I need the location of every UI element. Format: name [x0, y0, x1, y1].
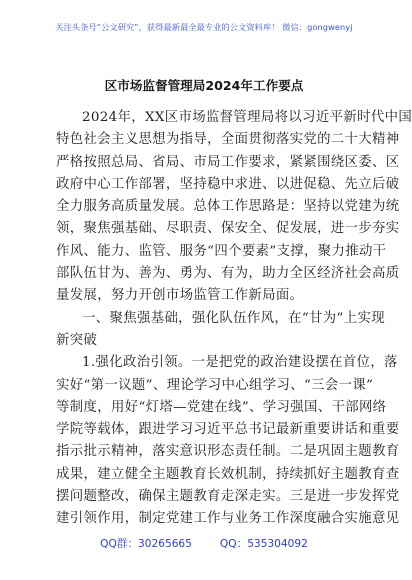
body-line: 政府中心工作部署，坚持稳中求进、以进促稳、先立后破 — [56, 176, 400, 192]
body-line: 1.强化政治引领。一是把党的政治建设摆在首位，落 — [82, 355, 398, 371]
footer-contact — [0, 536, 408, 551]
document-title: 区市场监督管理局2024年工作要点 — [104, 78, 304, 93]
footer-qq-number: QQ：535304092 — [219, 538, 308, 550]
body-line: 严格按照总局、省局、市局工作要求，紧紧围绕区委、区 — [56, 154, 400, 170]
body-line: 作风、能力、监管、服务“四个要素”支撑，聚力推动干 — [56, 243, 387, 259]
body-line: 量发展，努力开创市场监管工作新局面。 — [56, 288, 304, 304]
body-line: 领，聚焦强基础、尽职责、保安全、促发展，进一步夯实 — [56, 221, 400, 237]
body-line: 新突破 — [56, 332, 98, 348]
body-line: 特色社会主义思想为指导，全面贯彻落实党的二十大精神 — [56, 132, 400, 148]
body-line: 等制度，用好“灯塔—党建在线”、学习强国、干部网络 — [56, 399, 387, 415]
body-line: 2024年，XX区市场监督管理局将以习近平新时代中国 — [82, 110, 412, 125]
body-line: 部队伍甘为、善为、勇为、有为，助力全区经济社会高质 — [56, 266, 400, 282]
body-line: 全力服务高质量发展。总体工作思路是：坚持以党建为统 — [56, 199, 400, 215]
body-line: 实好“第一议题”、理论学习中心组学习、“三会一课” — [56, 377, 374, 393]
body-line: 成果，建立健全主题教育长效机制，持续抓好主题教育查 — [56, 466, 400, 482]
body-line: 学院等载体，跟进学习习近平总书记最新重要讲话和重要 — [56, 422, 400, 438]
body-line: 建引领作用，制定党建工作与业务工作深度融合实施意见 — [56, 511, 400, 527]
body-line: 指示批示精神，落实意识形态责任制。二是巩固主题教育 — [56, 444, 400, 460]
body-line: 摆问题整改，确保主题教育走深走实。三是进一步发挥党 — [56, 489, 400, 505]
body-line: 一、聚焦强基础，强化队伍作风，在“甘为”上实现 — [82, 310, 385, 326]
footer-qq-group: QQ群：30265665 — [100, 538, 192, 550]
document-body — [56, 107, 412, 531]
header-banner: 关注头条号“公文研究”，获得最新最全最专业的公文资料库！ 微信：gongwenyj — [55, 22, 353, 32]
